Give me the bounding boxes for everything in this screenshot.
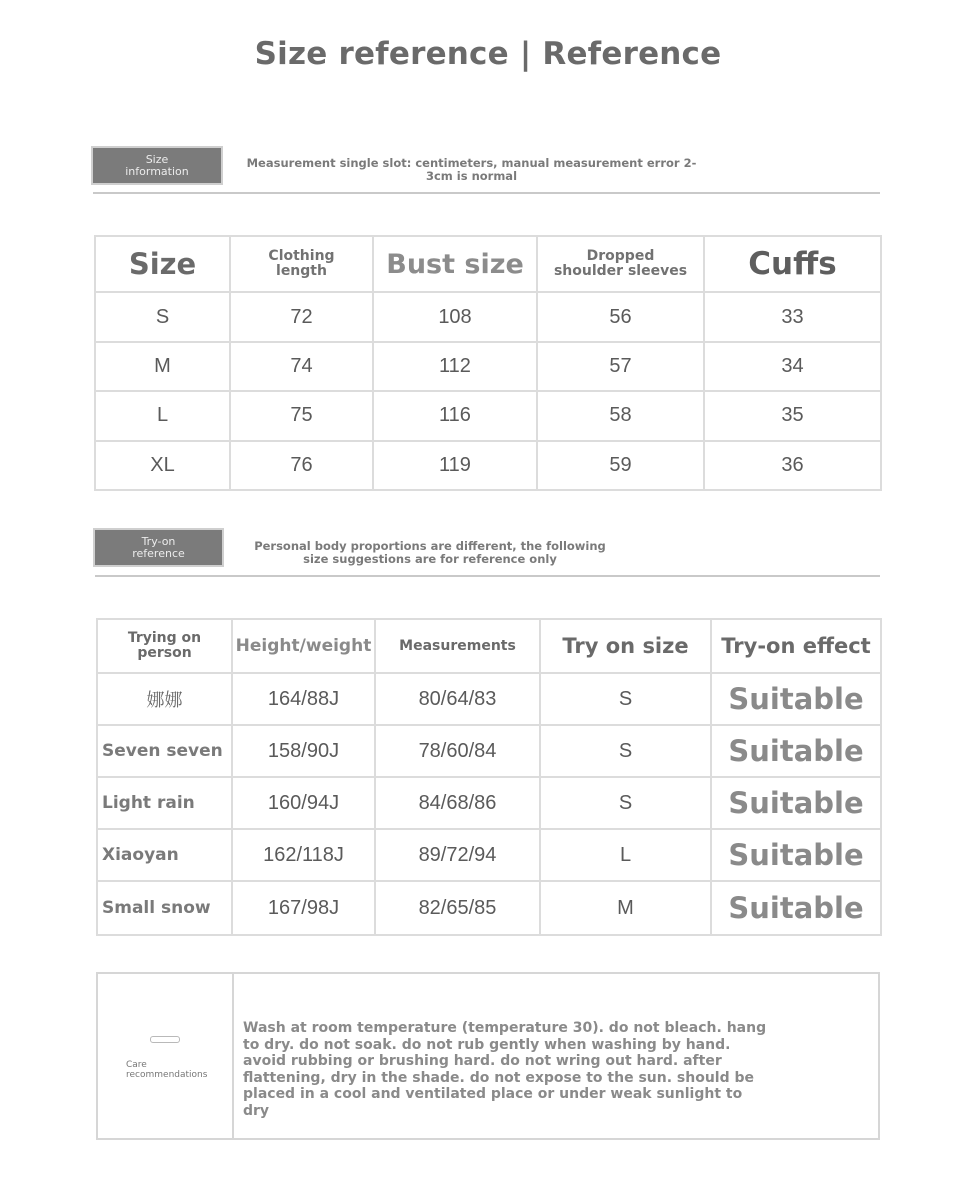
clothing-length-cell: 72 — [230, 292, 373, 341]
table-row — [95, 441, 881, 490]
try-on-size-cell: L — [540, 829, 711, 881]
height-weight-cell: 158/90J — [232, 725, 375, 777]
header-clothing-length — [230, 236, 373, 292]
try-on-effect-cell: Suitable — [711, 673, 881, 725]
try-on-table-header-row — [97, 619, 881, 673]
table-row — [95, 342, 881, 391]
table-row — [97, 829, 881, 881]
clothing-length-cell: 76 — [230, 441, 373, 490]
measurement-note: Measurement single slot: centimeters, manual measurement error 2- 3cm is normal — [246, 156, 697, 183]
care-tag-icon — [150, 1036, 180, 1043]
size-info-divider — [93, 192, 880, 194]
size-information-tag-label: Size information — [125, 152, 189, 178]
size-cell: M — [95, 342, 230, 391]
header-size: Size — [95, 236, 230, 292]
try-on-note: Personal body proportions are different, the following size suggestions are for reference only — [254, 539, 606, 566]
care-label-panel — [98, 974, 234, 1138]
table-row — [95, 391, 881, 440]
person-name-cell: Light rain — [97, 777, 232, 829]
size-cell: L — [95, 391, 230, 440]
shoulder-sleeves-cell: 58 — [537, 391, 704, 440]
header-dropped-shoulder-sleeves-label: Dropped shoulder sleeves — [553, 248, 688, 280]
header-try-on-size: Try on size — [540, 619, 711, 673]
cuffs-cell: 33 — [704, 292, 881, 341]
try-on-divider — [95, 575, 880, 577]
try-on-size-cell: S — [540, 673, 711, 725]
header-try-on-effect: Try-on effect — [711, 619, 881, 673]
try-on-effect-cell: Suitable — [711, 725, 881, 777]
clothing-length-cell: 75 — [230, 391, 373, 440]
header-trying-on-person-label: Trying on person — [127, 630, 202, 661]
care-recommendations-label: Care recommendations — [126, 1060, 208, 1080]
person-name-cell: Seven seven — [97, 725, 232, 777]
header-dropped-shoulder-sleeves — [537, 236, 704, 292]
try-on-size-cell: S — [540, 725, 711, 777]
cuffs-cell: 36 — [704, 441, 881, 490]
try-on-effect-cell: Suitable — [711, 829, 881, 881]
care-recommendations-box — [96, 972, 880, 1140]
try-on-size-cell: S — [540, 777, 711, 829]
height-weight-cell: 167/98J — [232, 881, 375, 935]
header-trying-on-person — [97, 619, 232, 673]
table-row — [97, 673, 881, 725]
table-row — [97, 777, 881, 829]
person-name-cell: Xiaoyan — [97, 829, 232, 881]
cuffs-cell: 35 — [704, 391, 881, 440]
page-title: Size reference | Reference — [254, 36, 722, 72]
measurements-cell: 78/60/84 — [375, 725, 540, 777]
header-height-weight: Height/weight — [232, 619, 375, 673]
cuffs-cell: 34 — [704, 342, 881, 391]
measurements-cell: 82/65/85 — [375, 881, 540, 935]
bust-size-cell: 112 — [373, 342, 537, 391]
care-instructions-text: Wash at room temperature (temperature 30). do not bleach. hang to dry. do not soak. do not rub gently when washing by hand. avoid rubbing or brushing hard. do not wring out hard. after flattening, dry in the shade. do not expose to the sun. should be placed in a cool and ventilated place or under weak sunlight to dry — [243, 1020, 767, 1119]
size-table — [94, 235, 882, 491]
size-table-header-row — [95, 236, 881, 292]
shoulder-sleeves-cell: 57 — [537, 342, 704, 391]
table-row — [97, 725, 881, 777]
person-name-cell: 娜娜 — [97, 673, 232, 725]
bust-size-cell: 119 — [373, 441, 537, 490]
height-weight-cell: 160/94J — [232, 777, 375, 829]
bust-size-cell: 116 — [373, 391, 537, 440]
size-cell: XL — [95, 441, 230, 490]
header-measurements: Measurements — [375, 619, 540, 673]
try-on-effect-cell: Suitable — [711, 777, 881, 829]
header-bust-size: Bust size — [373, 236, 537, 292]
shoulder-sleeves-cell: 59 — [537, 441, 704, 490]
table-row — [95, 292, 881, 341]
size-cell: S — [95, 292, 230, 341]
try-on-size-cell: M — [540, 881, 711, 935]
try-on-reference-tag-label: Try-on reference — [132, 534, 185, 560]
shoulder-sleeves-cell: 56 — [537, 292, 704, 341]
person-name-cell: Small snow — [97, 881, 232, 935]
height-weight-cell: 164/88J — [232, 673, 375, 725]
header-cuffs: Cuffs — [704, 236, 881, 292]
clothing-length-cell: 74 — [230, 342, 373, 391]
try-on-reference-tag — [95, 530, 222, 565]
measurements-cell: 80/64/83 — [375, 673, 540, 725]
table-row — [97, 881, 881, 935]
height-weight-cell: 162/118J — [232, 829, 375, 881]
bust-size-cell: 108 — [373, 292, 537, 341]
try-on-effect-cell: Suitable — [711, 881, 881, 935]
header-clothing-length-label: Clothing length — [268, 248, 335, 280]
measurements-cell: 89/72/94 — [375, 829, 540, 881]
try-on-table — [96, 618, 882, 936]
measurements-cell: 84/68/86 — [375, 777, 540, 829]
size-information-tag — [93, 148, 221, 183]
